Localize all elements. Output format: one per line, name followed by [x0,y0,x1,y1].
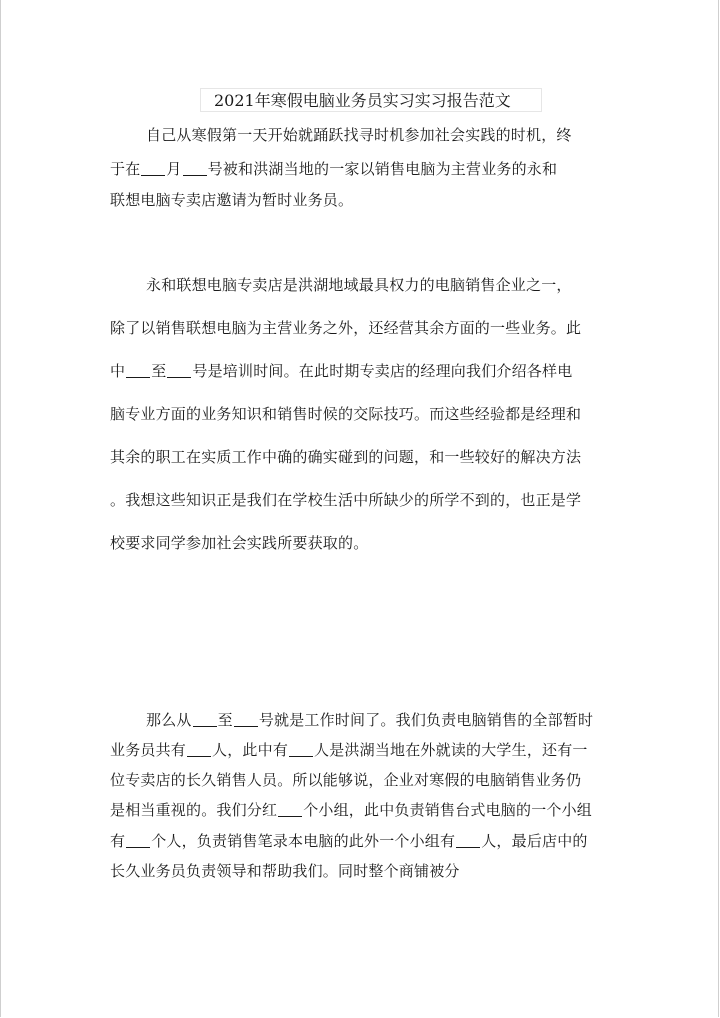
text: 。我想这些知识正是我们在学校生活中所缺少的所学不到的，也正是学 [110,491,582,509]
text: 长久业务员负责领导和帮助我们。同时整个商铺被分 [110,862,460,880]
document-title [200,88,542,112]
text: 号被和洪湖当地的一家以销售电脑为主营业务的永和 [207,160,558,178]
text: 永和联想电脑专卖店是洪湖地域最具权力的电脑销售企业之一， [146,276,572,294]
paragraph-1-line-3 [110,189,353,210]
fill-blank-laptop-group [456,833,480,848]
text: 业务员共有 [110,741,187,759]
text: 联想电脑专卖店邀请为暂时业务员。 [110,191,354,209]
fill-blank-work-end [234,712,258,727]
paragraph-3-line-3 [110,769,581,790]
paragraph-2-line-4 [110,403,581,424]
paragraph-1-line-2 [110,158,557,179]
text: 月 [166,160,182,178]
fill-blank-groups [278,802,302,817]
text: 除了以销售联想电脑为主营业务之外，还经营其余方面的一些业务。此 [110,319,582,337]
fill-blank-end-date [167,363,191,378]
text: 个人，负责销售笔录本电脑的此外一个小组有 [151,832,456,850]
paragraph-3-line-1 [146,709,593,730]
text: 是相当重视的。我们分红 [110,801,278,819]
paragraph-2-line-7 [110,532,368,553]
text: 其余的职工在实质工作中确的确实碰到的问题，和一些较好的解决方法 [110,448,582,466]
text: 脑专业方面的业务知识和销售时候的交际技巧。而这些经验都是经理和 [110,405,582,423]
text: 至 [151,362,167,380]
paragraph-3-line-6 [110,860,460,881]
fill-blank-work-start [193,712,217,727]
text: 至 [217,711,233,729]
text: 于在 [110,160,141,178]
text: 那么从 [146,711,192,729]
paragraph-2-line-5 [110,446,581,467]
fill-blank-total-staff [187,742,211,757]
text: 人，最后店中的 [481,832,588,850]
fill-blank-students [289,742,313,757]
text: 人，此中有 [212,741,289,759]
fill-blank-day [183,161,207,176]
text: 号就是工作时间了。我们负责电脑销售的全部暂时 [258,711,594,729]
text: 校要求同学参加社会实践所要获取的。 [110,534,369,552]
document-title-text: 2021年寒假电脑业务员实习实习报告范文 [214,91,511,110]
text: 号是培训时间。在此时期专卖店的经理向我们介绍各样电 [192,362,573,380]
paragraph-2-line-1 [146,274,572,295]
paragraph-3-line-5 [110,830,588,851]
fill-blank-start-date [126,363,150,378]
text: 自己从寒假第一天开始就踊跃找寻时机参加社会实践的时机，终 [146,126,572,144]
paragraph-1-line-1 [146,124,572,145]
fill-blank-desktop-group [126,833,150,848]
text: 中 [110,362,126,380]
paragraph-3-line-4 [110,799,592,820]
paragraph-2-line-6 [110,489,581,510]
paragraph-3-line-2 [110,739,588,760]
text: 人是洪湖当地在外就读的大学生，还有一 [314,741,588,759]
text: 个小组，此中负责销售台式电脑的一个小组 [303,801,593,819]
paragraph-2-line-3 [110,360,572,381]
text: 有 [110,832,126,850]
fill-blank-month [141,161,165,176]
paragraph-2-line-2 [110,317,581,338]
text: 位专卖店的长久销售人员。所以能够说，企业对寒假的电脑销售业务仍 [110,771,582,789]
